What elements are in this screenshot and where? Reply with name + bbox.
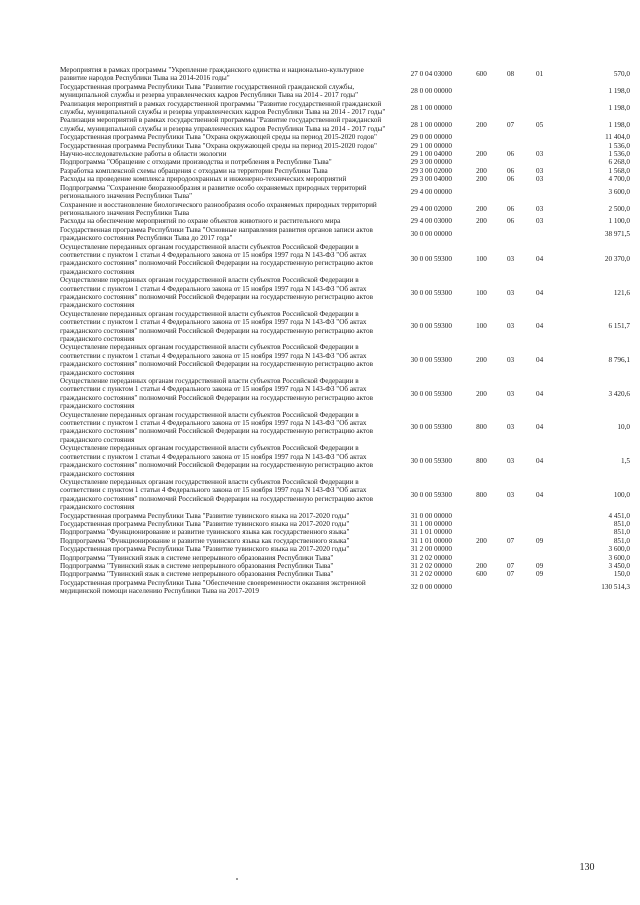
row-sum: 4 451,0	[608, 511, 630, 520]
row-rz: 03	[506, 255, 515, 264]
row-sum: 3 420,6	[608, 389, 630, 398]
row-vr: 600	[476, 70, 487, 79]
table-row	[60, 570, 630, 578]
row-vr	[466, 184, 496, 201]
row-pr: 04	[536, 423, 544, 432]
table-row	[60, 100, 630, 117]
row-rz	[497, 83, 525, 100]
row-sum: 851,0	[613, 536, 630, 545]
row-rz	[497, 226, 525, 243]
row-pr: 03	[536, 166, 544, 175]
table-row	[60, 175, 630, 183]
row-vr	[466, 158, 496, 166]
row-vr: 200	[476, 204, 487, 213]
row-sum: 2 500,0	[608, 204, 630, 213]
row-name: Сохранение и восстановление биологического разнообразия особо охраняемых природных территорий регионального значения Республики Тыва	[60, 200, 377, 217]
row-sum: 10,0	[617, 423, 630, 432]
row-rz: 07	[506, 570, 515, 579]
row-rz: 03	[506, 322, 515, 331]
row-rz	[497, 142, 525, 150]
row-rz	[497, 520, 525, 528]
row-code: 31 1 00 00000	[410, 519, 452, 528]
row-code: 29 1 00 04000	[410, 150, 452, 159]
row-code: 30 0 00 59300	[410, 389, 452, 398]
table-row	[60, 142, 630, 150]
row-name: Подпрограмма "Сохранение биоразнообразия и развитие особо охраняемых природных территорий регионального значения Республики Тыва"	[60, 183, 367, 201]
row-vr: 800	[476, 456, 487, 465]
row-rz: 06	[506, 175, 515, 184]
row-vr: 200	[476, 389, 487, 398]
row-name: Подпрограмма "Функционирование и развитие тувинского языка как государственного языка"	[60, 528, 350, 537]
row-code: 31 0 00 00000	[410, 511, 452, 520]
row-sum: 851,0	[613, 528, 630, 537]
row-rz	[497, 158, 525, 166]
row-name: Расходы на обеспечение мероприятий по охране объектов животного и растительного мира	[60, 217, 341, 226]
table-row	[60, 184, 630, 201]
row-rz: 03	[506, 490, 515, 499]
row-sum: 100,0	[613, 490, 630, 499]
row-code: 31 2 02 00000	[410, 561, 452, 570]
row-rz	[497, 579, 525, 596]
table-row	[60, 158, 630, 166]
row-sum: 1 536,0	[608, 150, 630, 159]
row-vr: 100	[476, 322, 487, 331]
table-row	[60, 150, 630, 158]
row-code: 31 2 02 00000	[410, 570, 452, 579]
row-code: 28 1 00 00000	[410, 103, 452, 112]
row-rz	[497, 512, 525, 520]
row-code: 29 3 00 04000	[410, 175, 452, 184]
row-vr: 200	[476, 536, 487, 545]
row-code: 30 0 00 59300	[410, 255, 452, 264]
row-pr	[525, 528, 555, 536]
row-vr: 200	[476, 175, 487, 184]
table-row	[60, 217, 630, 225]
row-code: 30 0 00 59300	[410, 490, 452, 499]
table-row	[60, 579, 630, 596]
row-code: 29 3 00 00000	[410, 158, 452, 167]
row-pr: 04	[536, 389, 544, 398]
row-pr	[525, 226, 555, 243]
row-pr: 01	[536, 70, 544, 79]
row-name: Расходы на проведение комплекса природоохранных и инженерно-технических мероприятий	[60, 175, 347, 184]
row-vr: 200	[476, 120, 487, 129]
row-code: 29 0 00 00000	[410, 133, 452, 142]
row-name: Осуществление переданных органам государственной власти субъектов Российской Федерации в соответствии с пунктом 1 статьи 4 Федерального закона от 15 ноября 1997 года N 143-ФЗ "Об актах гражданского состояния" полномочий Российской Федерации на государственную регистрацию актов гражданского состояния	[60, 343, 374, 377]
row-sum: 851,0	[613, 519, 630, 528]
row-pr: 04	[536, 322, 544, 331]
budget-table-body	[60, 66, 630, 596]
row-sum: 1,5	[621, 456, 630, 465]
row-sum: 20 370,0	[604, 255, 630, 264]
row-name: Государственная программа Республики Тыва "Охрана окружающей среды на период 2015-2020 годов"	[60, 133, 377, 142]
row-pr: 05	[536, 120, 544, 129]
row-code: 29 3 00 02000	[410, 166, 452, 175]
row-sum: 1 198,0	[608, 87, 630, 96]
row-pr: 04	[536, 456, 544, 465]
row-rz: 06	[506, 166, 515, 175]
row-code: 31 1 01 00000	[410, 528, 452, 537]
row-pr	[525, 512, 555, 520]
row-name: Подпрограмма "Тувинский язык в системе непрерывного образования Республики Тыва"	[60, 553, 334, 562]
row-vr: 200	[476, 166, 487, 175]
row-rz: 06	[506, 217, 515, 226]
row-code: 29 4 00 02000	[410, 204, 452, 213]
row-pr	[525, 184, 555, 201]
table-row	[60, 310, 630, 344]
row-sum: 3 600,0	[608, 553, 630, 562]
row-name: Подпрограмма "Функционирование и развитие тувинского языка как государственного языка"	[60, 536, 350, 545]
row-name: Осуществление переданных органам государственной власти субъектов Российской Федерации в соответствии с пунктом 1 статьи 4 Федерального закона от 15 ноября 1997 года N 143-ФЗ "Об актах гражданского состояния" полномочий Российской Федерации на государственную регистрацию актов гражданского состояния	[60, 276, 374, 310]
table-row	[60, 537, 630, 545]
row-vr	[466, 528, 496, 536]
table-row	[60, 226, 630, 243]
row-rz: 03	[506, 423, 515, 432]
row-rz	[497, 133, 525, 141]
row-rz: 06	[506, 204, 515, 213]
row-pr	[525, 545, 555, 553]
row-name: Подпрограмма "Тувинский язык в системе непрерывного образования Республики Тыва"	[60, 561, 334, 570]
row-rz: 03	[506, 288, 515, 297]
row-sum: 3 600,0	[608, 187, 630, 196]
row-code: 29 1 00 00000	[410, 141, 452, 150]
row-rz: 03	[506, 356, 515, 365]
row-pr	[525, 579, 555, 596]
table-row	[60, 243, 630, 277]
row-pr: 04	[536, 288, 544, 297]
table-row	[60, 444, 630, 478]
table-row	[60, 554, 630, 562]
row-sum: 38 971,5	[604, 229, 630, 238]
table-row	[60, 520, 630, 528]
table-row	[60, 478, 630, 512]
row-vr: 800	[476, 490, 487, 499]
row-vr	[466, 133, 496, 141]
row-vr: 600	[476, 570, 487, 579]
row-sum: 1 100,0	[608, 217, 630, 226]
table-row	[60, 201, 630, 218]
row-vr: 100	[476, 288, 487, 297]
row-name: Осуществление переданных органам государственной власти субъектов Российской Федерации в соответствии с пунктом 1 статьи 4 Федерального закона от 15 ноября 1997 года N 143-ФЗ "Об актах гражданского состояния" полномочий Российской Федерации на государственную регистрацию актов гражданского состояния	[60, 309, 374, 343]
row-rz: 03	[506, 389, 515, 398]
row-sum: 1 568,0	[608, 166, 630, 175]
row-name: Государственная программа Республики Тыва "Развитие тувинского языка на 2017-2020 годы"	[60, 511, 350, 520]
table-row	[60, 133, 630, 141]
table-row	[60, 528, 630, 536]
row-name: Государственная программа Республики Тыва "Охрана окружающей среды на период 2015-2020 годов"	[60, 141, 377, 150]
row-pr: 03	[536, 217, 544, 226]
row-rz	[497, 554, 525, 562]
row-vr: 200	[476, 150, 487, 159]
row-name: Разработка комплексной схемы обращения с отходами на территории Республики Тыва	[60, 166, 328, 175]
row-name: Государственная программа Республики Тыва "Основные направления развития органов записи актов гражданского состояния Республики Тыва до 2017 года"	[60, 225, 373, 243]
row-sum: 570,0	[613, 70, 630, 79]
row-pr: 03	[536, 150, 544, 159]
row-name: Осуществление переданных органам государственной власти субъектов Российской Федерации в соответствии с пунктом 1 статьи 4 Федерального закона от 15 ноября 1997 года N 143-ФЗ "Об актах гражданского состояния" полномочий Российской Федерации на государственную регистрацию актов гражданского состояния	[60, 444, 374, 478]
row-pr: 04	[536, 356, 544, 365]
row-code: 28 0 00 00000	[410, 87, 452, 96]
row-rz	[497, 100, 525, 117]
row-code: 30 0 00 59300	[410, 423, 452, 432]
row-pr	[525, 142, 555, 150]
row-vr: 100	[476, 255, 487, 264]
row-code: 31 2 02 00000	[410, 553, 452, 562]
row-vr	[466, 226, 496, 243]
row-pr: 04	[536, 255, 544, 264]
row-vr	[466, 554, 496, 562]
row-vr: 200	[476, 217, 487, 226]
row-name: Осуществление переданных органам государственной власти субъектов Российской Федерации в соответствии с пунктом 1 статьи 4 Федерального закона от 15 ноября 1997 года N 143-ФЗ "Об актах гражданского состояния" полномочий Российской Федерации на государственную регистрацию актов гражданского состояния	[60, 377, 374, 411]
row-vr	[466, 142, 496, 150]
row-sum: 130 514,3	[601, 582, 630, 591]
row-name: Научно-исследовательские работы в области экологии	[60, 150, 227, 159]
row-code: 29 4 00 03000	[410, 217, 452, 226]
row-name: Государственная программа Республики Тыва "Развитие государственной гражданской службы, муниципальной службы и резерва управленческих кадров Республики Тыва на 2014 - 2017 годы"	[60, 82, 359, 100]
row-vr	[466, 520, 496, 528]
row-pr: 03	[536, 204, 544, 213]
row-code: 31 2 00 00000	[410, 545, 452, 554]
row-pr: 09	[536, 536, 544, 545]
row-rz: 07	[506, 561, 515, 570]
row-sum: 121,6	[613, 288, 630, 297]
row-pr: 09	[536, 561, 544, 570]
row-code: 27 0 04 03000	[410, 70, 452, 79]
row-vr: 200	[476, 561, 487, 570]
row-rz: 08	[506, 70, 515, 79]
row-sum: 3 600,0	[608, 545, 630, 554]
row-pr: 04	[536, 490, 544, 499]
row-pr	[525, 133, 555, 141]
row-name: Мероприятия в рамках программы "Укрепление гражданского единства и национально-культурное развитие народов Республики Тыва на 2014-2016 годы"	[60, 66, 364, 83]
page-number: 130	[579, 862, 595, 873]
row-rz: 03	[506, 456, 515, 465]
row-code: 28 1 00 00000	[410, 120, 452, 129]
row-code: 30 0 00 59300	[410, 322, 452, 331]
row-name: Государственная программа Республики Тыва "Обеспечение своевременности оказания экстренной медицинской помощи населению Республики Тыва на 2017-2019	[60, 578, 366, 596]
row-code: 29 4 00 00000	[410, 187, 452, 196]
row-code: 31 1 01 00000	[410, 536, 452, 545]
row-vr	[466, 83, 496, 100]
row-sum: 1 536,0	[608, 141, 630, 150]
row-code: 32 0 00 00000	[410, 582, 452, 591]
row-name: Осуществление переданных органам государственной власти субъектов Российской Федерации в соответствии с пунктом 1 статьи 4 Федерального закона от 15 ноября 1997 года N 143-ФЗ "Об актах гражданского состояния" полномочий Российской Федерации на государственную регистрацию актов гражданского состояния	[60, 410, 374, 444]
table-row	[60, 512, 630, 520]
row-name: Осуществление переданных органам государственной власти субъектов Российской Федерации в соответствии с пунктом 1 статьи 4 Федерального закона от 15 ноября 1997 года N 143-ФЗ "Об актах гражданского состояния" полномочий Российской Федерации на государственную регистрацию актов гражданского состояния	[60, 477, 374, 512]
table-row	[60, 66, 630, 83]
row-name: Государственная программа Республики Тыва "Развитие тувинского языка на 2017-2020 годы"	[60, 519, 350, 528]
row-vr: 800	[476, 423, 487, 432]
table-row	[60, 411, 630, 445]
table-row	[60, 116, 630, 133]
row-sum: 1 198,0	[608, 103, 630, 112]
row-sum: 150,0	[613, 570, 630, 579]
row-name: Государственная программа Республики Тыва "Развитие тувинского языка на 2017-2020 годы"	[60, 545, 350, 554]
row-code: 30 0 00 59300	[410, 288, 452, 297]
row-sum: 1 198,0	[608, 120, 630, 129]
table-row	[60, 343, 630, 377]
row-sum: 8 796,1	[608, 356, 630, 365]
table-row	[60, 562, 630, 570]
table-row	[60, 377, 630, 411]
row-vr	[466, 100, 496, 117]
budget-table	[60, 66, 630, 596]
row-name: Реализация мероприятий в рамках государственной программы "Развитие государственной гражданской службы, муниципальной службы и резерва управленческих кадров Республики Тыва на 2014 - 2017 годы"	[60, 99, 386, 117]
row-sum: 4 700,0	[608, 175, 630, 184]
row-rz: 07	[506, 536, 515, 545]
table-row	[60, 276, 630, 310]
row-pr	[525, 520, 555, 528]
table-row	[60, 83, 630, 100]
row-rz	[497, 184, 525, 201]
row-rz: 06	[506, 150, 515, 159]
row-pr: 03	[536, 175, 544, 184]
row-vr	[466, 545, 496, 553]
row-code: 30 0 00 59300	[410, 356, 452, 365]
row-sum: 6 151,7	[608, 322, 630, 331]
row-vr	[466, 579, 496, 596]
row-name: Подпрограмма "Тувинский язык в системе непрерывного образования Республики Тыва"	[60, 570, 334, 579]
row-sum: 3 450,0	[608, 561, 630, 570]
scan-speck	[236, 878, 238, 880]
row-vr	[466, 512, 496, 520]
row-rz	[497, 545, 525, 553]
row-pr: 09	[536, 570, 544, 579]
row-name: Реализация мероприятий в рамках государственной программы "Развитие государственной гражданской службы, муниципальной службы и резерва управленческих кадров Республики Тыва на 2014 - 2017 годы"	[60, 116, 386, 133]
row-pr	[525, 554, 555, 562]
row-sum: 6 268,0	[608, 158, 630, 167]
row-vr: 200	[476, 356, 487, 365]
table-row	[60, 545, 630, 553]
row-pr	[525, 83, 555, 100]
row-rz	[497, 528, 525, 536]
row-pr	[525, 100, 555, 117]
row-code: 30 0 00 00000	[410, 229, 452, 238]
row-pr	[525, 158, 555, 166]
table-row	[60, 167, 630, 175]
row-code: 30 0 00 59300	[410, 456, 452, 465]
row-name: Подпрограмма "Обращение с отходами производства и потребления в Республике Тыва"	[60, 158, 332, 167]
row-rz: 07	[506, 120, 515, 129]
row-name: Осуществление переданных органам государственной власти субъектов Российской Федерации в соответствии с пунктом 1 статьи 4 Федерального закона от 15 ноября 1997 года N 143-ФЗ "Об актах гражданского состояния" полномочий Российской Федерации на государственную регистрацию актов гражданского состояния	[60, 242, 374, 276]
row-sum: 11 404,0	[605, 133, 630, 142]
